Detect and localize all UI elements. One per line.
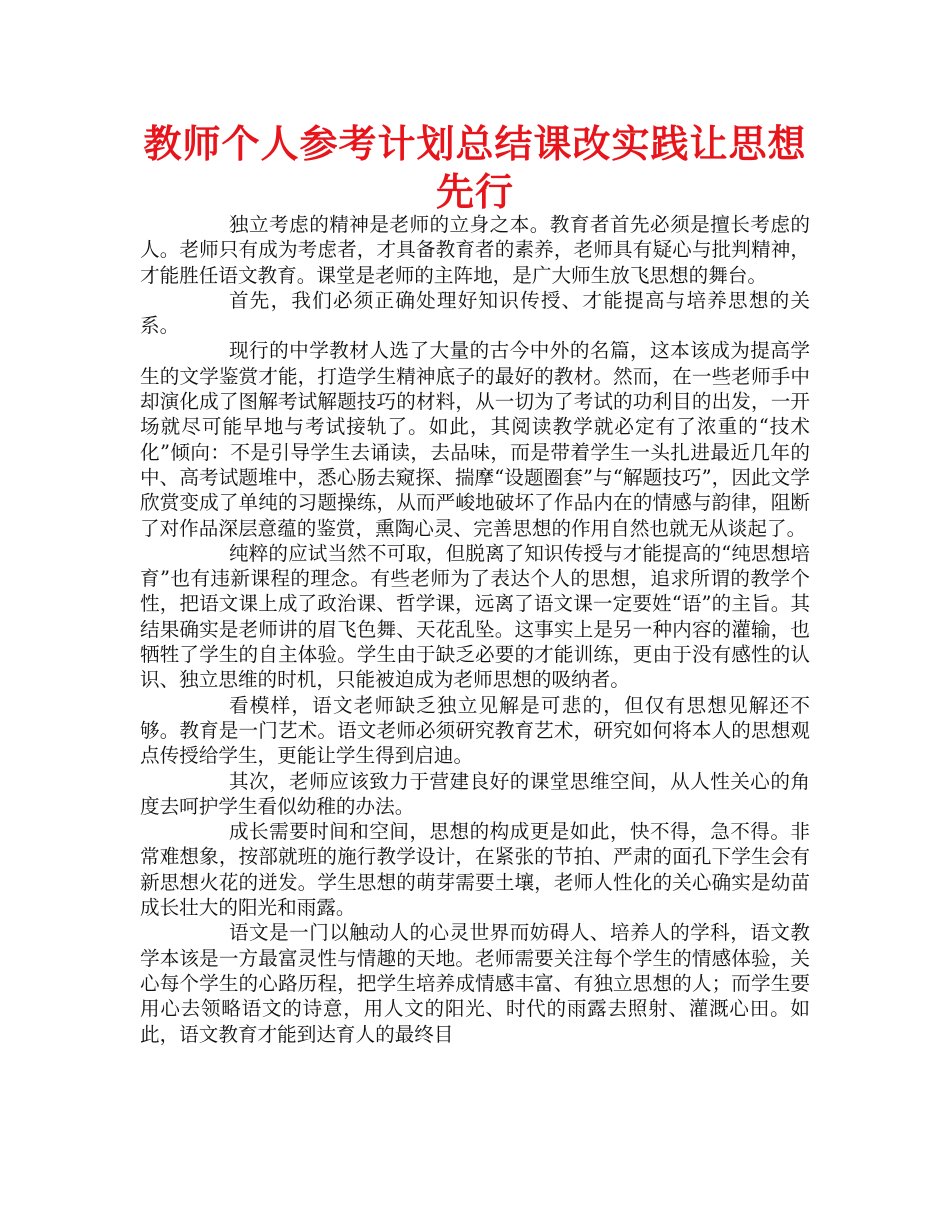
paragraph: 现行的中学教材人选了大量的古今中外的名篇，这本该成为提高学生的文学鉴赏才能，打造学生精神底子的最好的教材。然而，在一些老师手中却演化成了图解考试解题技巧的材料，从一切为了考试的功利目的出发，一开场就尽可能早地与考试接轨了。如此，其阅读教学就必定有了浓重的“技术化”倾向：不是引导学生去诵读，去品味，而是带着学生一头扎进最近几年的中、高考试题堆中，悉心肠去窥探、揣摩“设题圈套”与“解题技巧”，因此文学欣赏变成了单纯的习题操练，从而严峻地破坏了作品内在的情感与韵律，阻断了对作品深层意蕴的鉴赏，熏陶心灵、完善思想的作用自然也就无从谈起了。 [140,339,810,540]
paragraph: 成长需要时间和空间，思想的构成更是如此，快不得，急不得。非常难想象，按部就班的施行教学设计，在紧张的节拍、严肃的面孔下学生会有新思想火花的迸发。学生思想的萌芽需要土壤，老师人性化的关心确实是幼苗成长壮大的阳光和雨露。 [140,820,810,920]
paragraph: 纯粹的应试当然不可取，但脱离了知识传授与才能提高的“纯思想培育”也有违新课程的理念。有些老师为了表达个人的思想，追求所谓的教学个性，把语文课上成了政治课、哲学课，远离了语文课一定要姓“语”的主旨。其结果确实是老师讲的眉飞色舞、天花乱坠。这事实上是另一种内容的灌输，也牺牲了学生的自主体验。学生由于缺乏必要的才能训练，更由于没有感性的认识、独立思维的时机，只能被迫成为老师思想的吸纳者。 [140,541,810,692]
paragraph: 看模样，语文老师缺乏独立见解是可悲的，但仅有思想见解还不够。教育是一门艺术。语文老师必须研究教育艺术，研究如何将本人的思想观点传授给学生，更能让学生得到启迪。 [140,693,810,768]
document-title: 教师个人参考计划总结课改实践让思想先行 [143,121,807,214]
paragraph: 独立考虑的精神是老师的立身之本。教育者首先必须是擅长考虑的人。老师只有成为考虑者，才具备教育者的素养，老师具有疑心与批判精神，才能胜任语文教育。课堂是老师的主阵地，是广大师生放飞思想的舞台。 [140,213,810,287]
paragraph: 其次，老师应该致力于营建良好的课堂思维空间，从人性关心的角度去呵护学生看似幼稚的办法。 [140,769,810,818]
document-body [140,212,810,1047]
paragraph: 语文是一门以触动人的心灵世界而妨碍人、培养人的学科，语文教学本该是一方最富灵性与情趣的天地。老师需要关注每个学生的情感体验，关心每个学生的心路历程，把学生培养成情感丰富、有独立思想的人；而学生要用心去领略语文的诗意，用人文的阳光、时代的雨露去照射、灌溉心田。如此，语文教育才能到达育人的最终目 [140,921,810,1046]
paragraph: 首先，我们必须正确处理好知识传授、才能提高与培养思想的关系。 [140,288,810,338]
